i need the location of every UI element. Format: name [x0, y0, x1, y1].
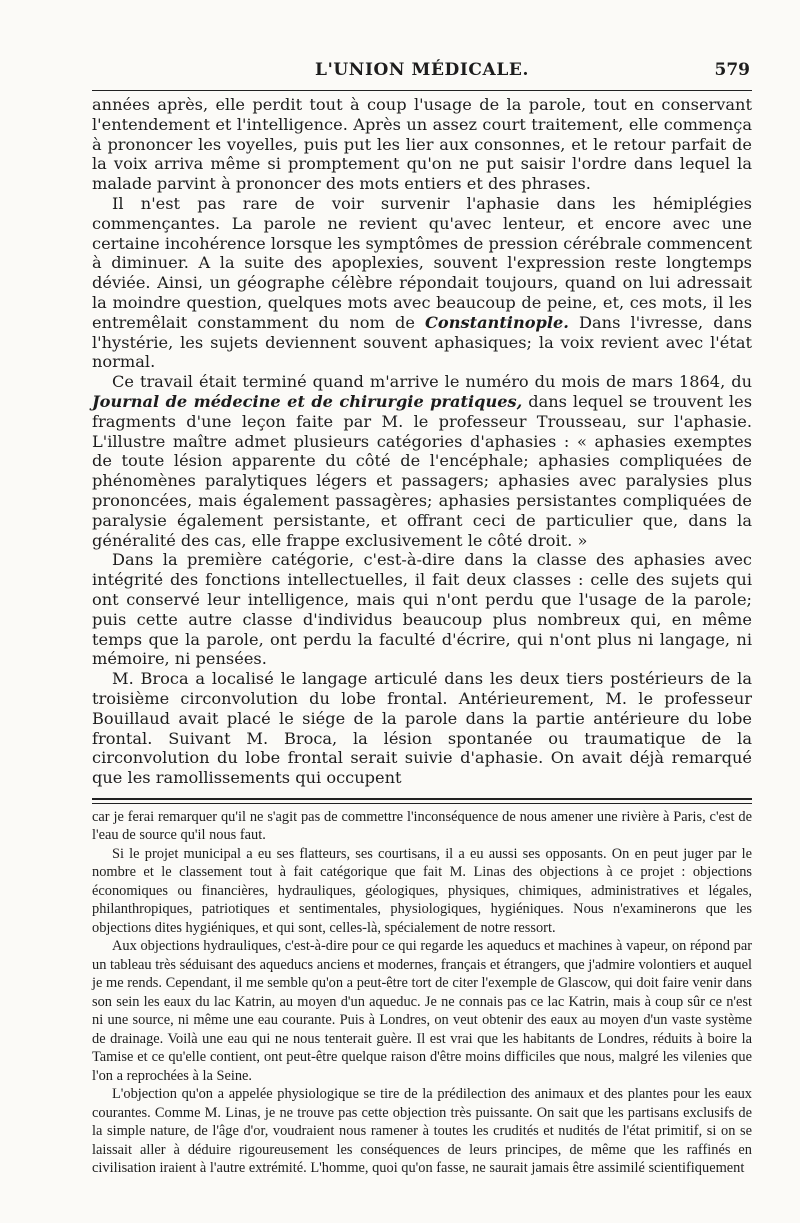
main-article — [92, 95, 752, 788]
feuilleton-paragraph-3: Aux objections hydrauliques, c'est-à-dire pour ce qui regarde les aqueducs et machines à vapeur, on répond par un tableau très séduisant des aqueducs anciens et modernes, français et étrangers, que j'admire volontiers et auquel je me rends. Cependant, il me semble qu'on a peut-être tort de citer l'exemple de Glascow, qui doit faire venir dans son sein les eaux du lac Katrin, au moyen d'un aqueduc. Je ne connais pas ce lac Katrin, mais à coup sûr ce n'est ni une source, ni même une eau courante. Puis à Londres, on veut obtenir des eaux au moyen d'un vaste système de drainage. Voilà une eau qui ne nous tenterait guère. Il est vrai que les habitants de Londres, réduits à boire la Tamise et ce qu'elle contient, ont peut-être quelque raison d'être moins difficiles que nous, malgré les vilenies que l'on a reprochées à la Seine. — [92, 938, 752, 1084]
paragraph-2-text-b: Dans l'ivresse, dans l'hystérie, les sujets deviennent souvent aphasiques; la voix revient avec l'état normal. — [92, 312, 753, 372]
paragraph-2-text-a: Il n'est pas rare de voir survenir l'aphasie dans les hémiplégies commençantes. La parole ne revient qu'avec lenteur, et encore avec une certaine incohérence lorsque les symptômes de pression cérébrale commencent à diminuer. A la suite des apoplexies, souvent l'expression reste longtemps déviée. Ainsi, un géographe célèbre répondait toujours, quand on lui adressait la moindre question, quelques mots avec beaucoup de peine, et, ces mots, il les entremêlait constamment du nom de — [92, 193, 752, 332]
paragraph-5: M. Broca a localisé le langage articulé dans les deux tiers postérieurs de la troisième circonvolution du lobe frontal. Antérieurement, M. le professeur Bouillaud avait placé le siége de la parole dans la partie antérieure du lobe frontal. Suivant M. Broca, la lésion spontanée ou traumatique de la circonvolution du lobe frontal serait suivie d'aphasie. On avait déjà remarqué que les ramollissements qui occupent — [92, 669, 752, 788]
header-rule — [92, 90, 752, 91]
paragraph-2-emphasis: Constantinople. — [425, 312, 569, 332]
paragraph-3-text-b: dans lequel se trouvent les fragments d'une leçon faite par M. le professeur Trousseau, sur l'aphasie. L'illustre maître admet plusieurs catégories d'aphasies : « aphasies exemptes de toute lésion apparente du côté de l'encéphale; aphasies compliquées de phénomènes paralytiques légers et passagers; aphasies avec paralysies plus prononcées, mais également passagères; aphasies persistantes compliquées de paralysie également persistante, et offrant ceci de particulier que, dans la généralité des cas, elle frappe exclusivement le côté droit. » — [92, 391, 752, 550]
paragraph-3 — [92, 372, 752, 550]
paragraph-2 — [92, 194, 752, 372]
journal-title: L'UNION MÉDICALE. — [315, 60, 529, 80]
running-header — [92, 60, 752, 86]
paragraph-3-emphasis: Journal de médecine et de chirurgie pratiques, — [92, 391, 523, 411]
feuilleton-paragraph-2: Si le projet municipal a eu ses flatteurs, ses courtisans, il a eu aussi ses opposants. On en peut juger par le nombre et le classement tout à fait catégorique que fait M. Linas des objections à ce projet : objections économiques ou financières, hydrauliques, géologiques, physiques, chimiques, administratives et légales, philanthropiques, patriotiques et sentimentales, physiologiques, hygiéniques. Nous n'examinerons que les objections dites hygiéniques, et qui sont, celles-là, spécialement de notre ressort. — [92, 845, 752, 936]
paragraph-1: années après, elle perdit tout à coup l'usage de la parole, tout en conservant l'entendement et l'intelligence. Après un assez court traitement, elle commença à prononcer les voyelles, puis put les lier aux consonnes, et le retour parfait de la voix arriva même si promptement qu'on ne put saisir l'ordre dans lequel la malade parvint à prononcer des mots entiers et des phrases. — [92, 95, 752, 194]
feuilleton-paragraph-4: L'objection qu'on a appelée physiologique se tire de la prédilection des animaux et des plantes pour les eaux courantes. Comme M. Linas, je ne trouve pas cette objection très puissante. On sait que les partisans exclusifs de la simple nature, de l'âge d'or, voudraient nous ramener à toutes les crudités et nudités de l'état primitif, si on se laissait aller à déduire rigoureusement les conséquences de leurs principes, de même que les raffinés en civilisation iraient à l'autre extrémité. L'homme, quoi qu'on fasse, ne saurait jamais être assimilé scientifiquement — [92, 1086, 752, 1177]
page-number: 579 — [714, 60, 750, 80]
paragraph-3-text-a: Ce travail était terminé quand m'arrive le numéro du mois de mars 1864, du — [112, 372, 752, 392]
feuilleton-paragraph-1: car je ferai remarquer qu'il ne s'agit pas de commettre l'inconséquence de nous amener une rivière à Paris, c'est de l'eau de source qu'il nous faut. — [92, 808, 752, 844]
feuilleton — [92, 808, 752, 1178]
separator-rule-thin — [92, 803, 752, 804]
paragraph-4: Dans la première catégorie, c'est-à-dire dans la classe des aphasies avec intégrité des fonctions intellectuelles, il fait deux classes : celle des sujets qui ont conservé leur intelligence, mais qui n'ont perdu que l'usage de la parole; puis cette autre classe d'individus beaucoup plus nombreux qui, en même temps que la parole, ont perdu la faculté d'écrire, qui n'ont plus ni langage, ni mémoire, ni pensées. — [92, 550, 752, 669]
feuilleton-separator — [92, 798, 752, 804]
page — [92, 60, 752, 1178]
